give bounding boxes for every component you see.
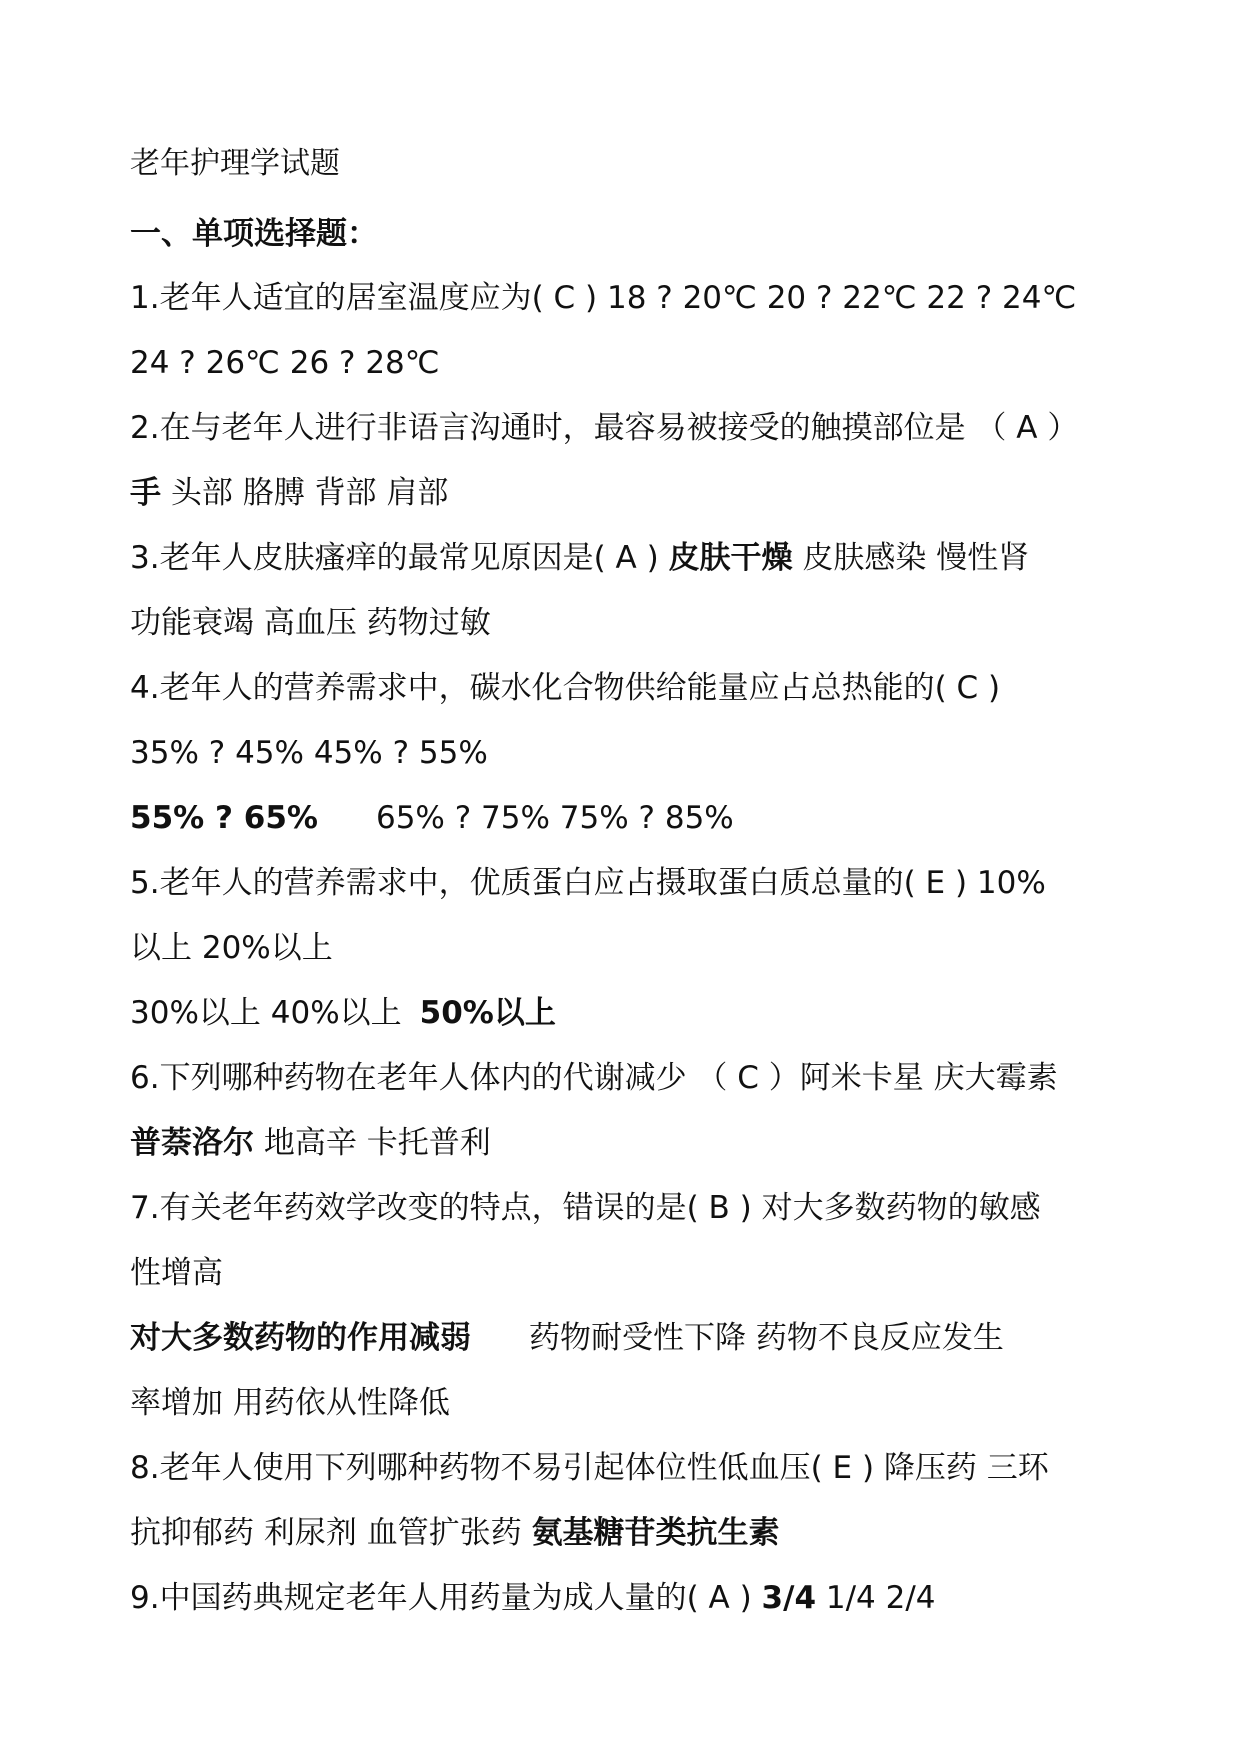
document-title: 老年护理学试题 [130, 146, 340, 181]
section-heading: 一、单项选择题： [130, 216, 378, 252]
question-3-line-2: 功能衰竭 高血压 药物过敏 [130, 605, 491, 641]
question-2-answer: 手 [130, 475, 161, 511]
question-7-options: 药物耐受性下降 药物不良反应发生 [529, 1320, 1004, 1356]
question-3-options: 皮肤感染 慢性肾 [792, 540, 1030, 576]
question-2-line-2 [130, 461, 1130, 526]
question-5-options: 30%以上 40%以上 [130, 995, 402, 1031]
question-9-answer: 3/4 [761, 1580, 817, 1616]
question-7-line-3 [130, 1306, 1130, 1371]
question-3-prefix: 3.老年人皮肤瘙痒的最常见原因是( A ) [130, 540, 669, 576]
question-4-line-3 [130, 786, 1130, 851]
question-8-options: 抗抑郁药 利尿剂 血管扩张药 [130, 1515, 532, 1551]
question-7-line-4: 率增加 用药依从性降低 [130, 1385, 450, 1421]
document-content [130, 140, 1130, 1631]
question-7-answer: 对大多数药物的作用减弱 [130, 1320, 471, 1356]
question-7-line-1: 7.有关老年药效学改变的特点，错误的是( B ) 对大多数药物的敏感 [130, 1190, 1041, 1226]
question-7-line-2: 性增高 [130, 1255, 223, 1291]
question-6-options: 地高辛 卡托普利 [254, 1125, 491, 1161]
question-9-line-1 [130, 1566, 1130, 1631]
question-8-answer: 氨基糖苷类抗生素 [531, 1515, 780, 1551]
question-4-options: 65% ? 75% 75% ? 85% [375, 800, 734, 836]
question-5-line-2: 以上 20%以上 [130, 930, 333, 966]
question-4-answer: 55% ? 65% [130, 800, 318, 836]
question-6-line-2 [130, 1111, 1130, 1176]
question-6-answer: 普萘洛尔 [130, 1125, 254, 1161]
question-3-line-1 [130, 526, 1130, 591]
question-9-prefix: 9.中国药典规定老年人用药量为成人量的( A ) [130, 1580, 762, 1616]
question-1-line-2: 24 ? 26℃ 26 ? 28℃ [130, 345, 440, 381]
question-3-answer: 皮肤干燥 [668, 540, 793, 576]
question-9-options: 1/4 2/4 [816, 1580, 936, 1616]
question-1-line-1: 1.老年人适宜的居室温度应为( C ) 18 ? 20℃ 20 ? 22℃ 22 ? 24℃ [130, 280, 1077, 316]
question-8-line-1: 8.老年人使用下列哪种药物不易引起体位性低血压( E ) 降压药 三环 [130, 1450, 1049, 1486]
question-5-line-3 [130, 981, 1130, 1046]
question-5-line-1: 5.老年人的营养需求中，优质蛋白应占摄取蛋白质总量的( E ) 10% [130, 865, 1046, 901]
question-4-line-1: 4.老年人的营养需求中，碳水化合物供给能量应占总热能的( C ) [130, 670, 1001, 706]
question-5-answer: 50%以上 [419, 995, 556, 1031]
question-2-line-1: 2.在与老年人进行非语言沟通时，最容易被接受的触摸部位是 （ A ） [130, 410, 1079, 446]
question-6-line-1: 6.下列哪种药物在老年人体内的代谢减少 （ C ）阿米卡星 庆大霉素 [130, 1060, 1058, 1096]
question-2-options: 头部 胳膊 背部 肩部 [161, 475, 449, 511]
question-8-line-2 [130, 1501, 1130, 1566]
question-4-line-2: 35% ? 45% 45% ? 55% [130, 735, 488, 771]
